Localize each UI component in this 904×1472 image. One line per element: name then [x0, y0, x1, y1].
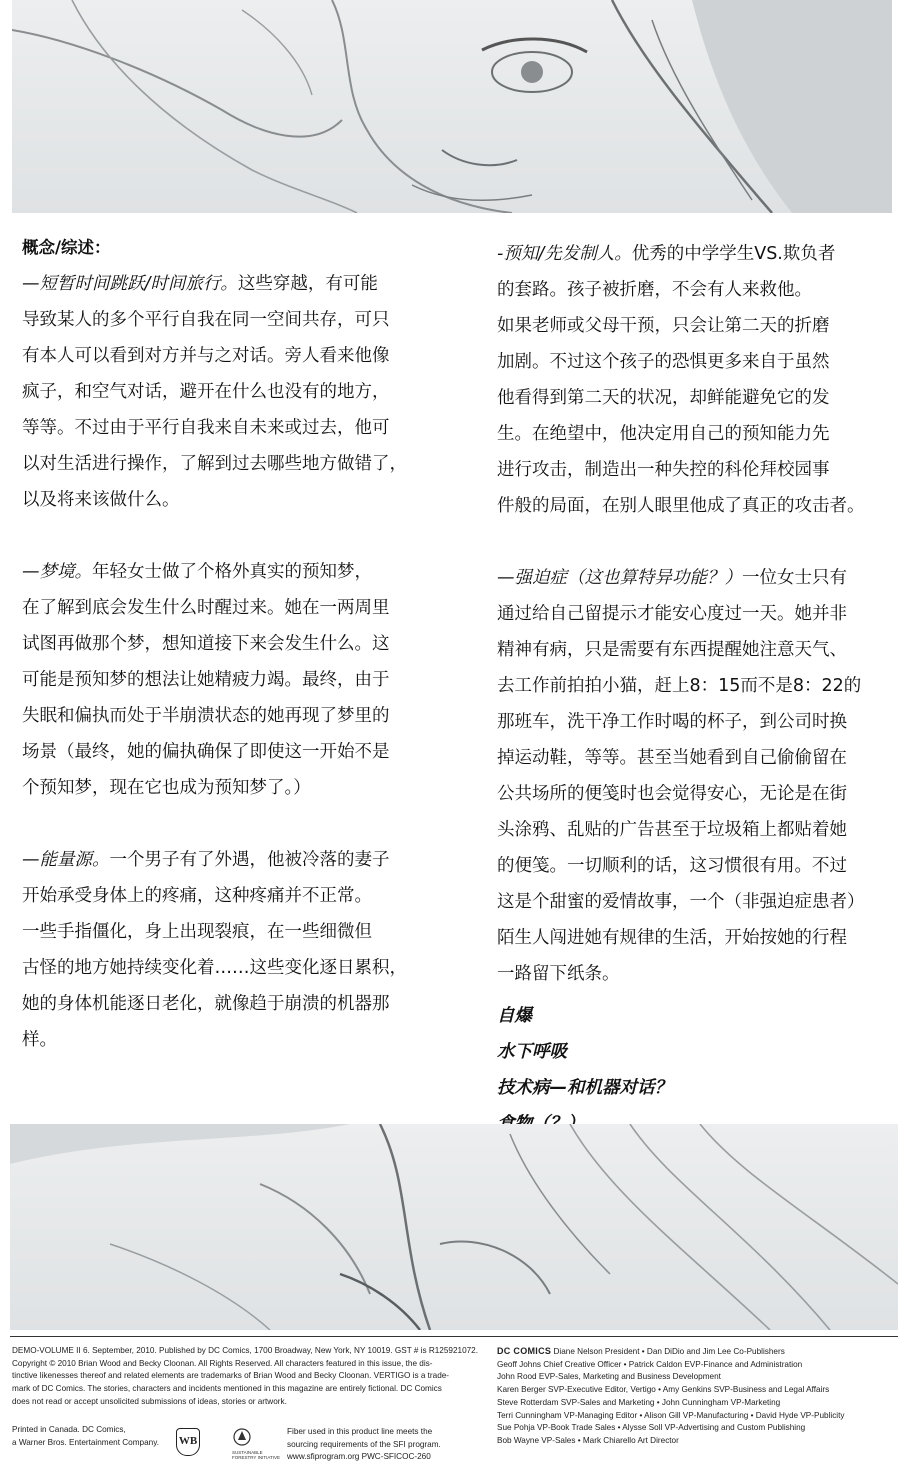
paragraph-lead: —梦境。: [22, 562, 92, 582]
sfi-logo-text: SUSTAINABLE FORESTRY INITIATIVE: [232, 1450, 281, 1460]
left-column: [22, 236, 442, 1094]
paragraph-ocd: [497, 560, 892, 992]
masthead-staff: Diane Nelson President • Dan DiDio and Jim Lee Co-Publishers Geoff Johns Chief Creative Officer • Patrick Caldon EVP-Finance and Administration John Rood EVP-Sales, Marketing and Business Development Karen Berger SVP-Executive Editor, Vertigo • Amy Genkins SVP-Business and Legal Affairs Steve Rotterdam SVP-Sales and Marketing • John Cunningham VP-Marketing Terri Cunningham VP-Managing Editor • Alison Gill VP-Manufacturing • David Hyde VP-Publicity Sue Pohja VP-Book Trade Sales • Alysse Soll VP-Advertising and Custom Publishing Bob Wayne VP-Sales • Mark Chiarello Art Director: [497, 1347, 845, 1445]
face-artwork: [12, 0, 892, 213]
paragraph-body: 年轻女士做了个格外真实的预知梦， 在了解到底会发生什么时醒过来。她在一两周里 试图再做那个梦，想知道接下来会发生什么。这 可能是预知梦的想法让她精疲力竭。最终，由于 失眠和偏执而处于半崩溃状态的她再现了梦里的 场景（最终，她的偏执确保了即使这一开始不是 个预知梦，现在它也成为预知梦了。）: [22, 562, 390, 798]
paragraph-energy-source: [22, 842, 442, 1058]
paragraph-dream: [22, 554, 442, 806]
right-column: [497, 236, 892, 1142]
paragraph-precognition: [497, 236, 892, 524]
footer-divider: [10, 1336, 898, 1337]
masthead-brand: DC COMICS: [497, 1346, 552, 1356]
fiber-notice: Fiber used in this product line meets the sourcing requirements of the SFI program. www.sfiprogram.org PWC-SFICOC-260: [287, 1427, 441, 1462]
paragraph-body: 一个男子有了外遇，他被冷落的妻子 开始承受身体上的疼痛，这种疼痛并不正常。 一些手指僵化，身上出现裂痕，在一些细微但 古怪的地方她持续变化着……这些变化逐日累积， 她的身体机能逐日老化，就像趋于崩溃的机器那 样。: [22, 850, 407, 1050]
paragraph-lead: —强迫症（这也算特异功能？）: [497, 568, 742, 588]
masthead: [497, 1345, 897, 1448]
paragraph-body: 这些穿越，有可能 导致某人的多个平行自我在同一空间共存，可只 有本人可以看到对方并与之对话。旁人看来他像 疯子，和空气对话，避开在什么也没有的地方， 等等。不过由于平行自我来自未来或过去，他可 以对生活进行操作，了解到过去哪些地方做错了， 以及将来该做什么。: [22, 274, 407, 510]
paragraph-body: 优秀的中学学生VS.欺负者 的套路。孩子被折磨，不会有人来救他。 如果老师或父母干预，只会让第二天的折磨 加剧。不过这个孩子的恐惧更多来自于虽然 他看得到第二天的状况，却鲜能避免它的发 生。在绝望中，他决定用自己的预知能力先 进行攻击，制造出一种失控的科伦拜校园事 件般的局面，在别人眼里他成了真正的攻击者。: [497, 244, 865, 516]
paragraph-lead: —能量源。: [22, 850, 110, 870]
bottom-illustration: [10, 1124, 898, 1330]
wb-logo-icon: WB: [176, 1428, 200, 1456]
paragraph-lead: -预知/先发制人。: [497, 244, 632, 264]
section-heading: 概念/综述：: [22, 238, 111, 257]
printed-notice: Printed in Canada. DC Comics, a Warner Bros. Entertainment Company.: [12, 1425, 159, 1447]
legal-notice: DEMO-VOLUME II 6. September, 2010. Published by DC Comics, 1700 Broadway, New York, NY 10019. GST # is R125921072. Copyright © 2010 Brian Wood and Becky Cloonan. All Rights Reserved. All characters featured in this issue, the dis- tinctive likenesses thereof and related elements are trademarks of Brian Wood and Becky Cloonan. VERTIGO is a trade- mark of DC Comics. The stories, characters and incidents mentioned in this magazine are entirely fictional. DC Comics does not read or accept unsolicited submissions of ideas, stories or artwork.: [12, 1346, 479, 1406]
idea-item: 水下呼吸: [497, 1042, 567, 1062]
paragraph-lead: —短暂时间跳跃/时间旅行。: [22, 274, 238, 294]
top-illustration: [12, 0, 892, 213]
paragraph-body: 一位女士只有 通过给自己留提示才能安心度过一天。她并非 精神有病，只是需要有东西提醒她注意天气、 去工作前拍拍小猫，赶上8：15而不是8：22的 那班车，洗干净工作时喝的杯子，到公司时换 掉运动鞋，等等。甚至当她看到自己偷偷留在 公共场所的便笺时也会觉得安心，无论是在街 头涂鸦、乱贴的广告甚至于垃圾箱上都贴着她 的便笺。一切顺利的话，这习惯很有用。不过 这是个甜蜜的爱情故事，一个（非强迫症患者） 陌生人闯进她有规律的生活，开始按她的行程 一路留下纸条。: [497, 568, 865, 984]
kiss-artwork: [10, 1124, 898, 1330]
idea-item: 自爆: [497, 1006, 532, 1026]
idea-item: 技术病—和机器对话？: [497, 1078, 672, 1098]
paragraph-time-travel: [22, 266, 442, 518]
